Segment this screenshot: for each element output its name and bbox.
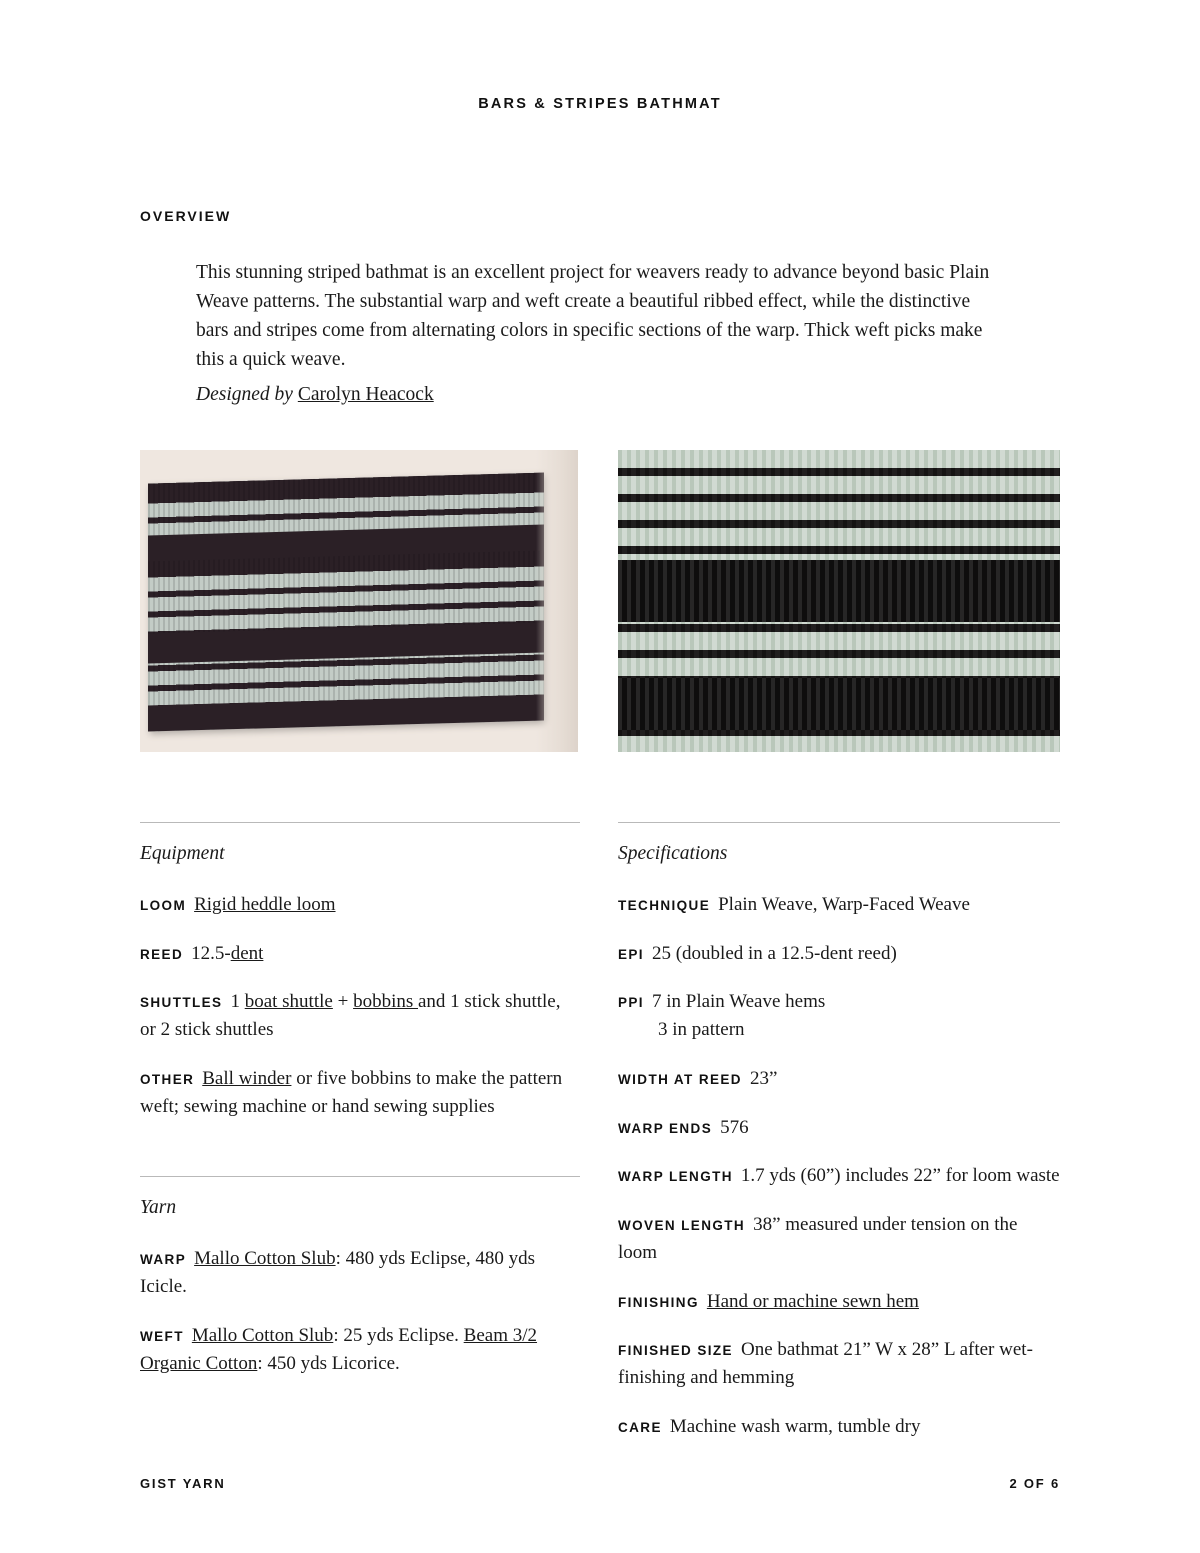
spec-key-woven-length: WOVEN LENGTH — [618, 1218, 746, 1234]
designed-by-line — [196, 384, 434, 406]
page-footer — [140, 1476, 1060, 1491]
overview-paragraph: This stunning striped bathmat is an excellent project for weavers ready to advance beyond basic Plain Weave patterns. The substantial warp and weft create a beautiful ribbed effect, while the distinctive bars and stripes come from alternating colors in specific sections of the warp. Thick weft picks make this a quick weave. — [196, 262, 990, 371]
equipment-value-other: Ball winder or five bobbins to make the pattern weft; sewing machine or hand sewing supplies — [140, 1067, 563, 1117]
equipment-key-loom: LOOM — [140, 898, 187, 913]
spec-key-ppi: PPI — [618, 995, 644, 1011]
overview-heading: OVERVIEW — [140, 208, 232, 224]
yarn-key-warp: WARP — [140, 1252, 187, 1268]
specifications-column — [618, 822, 1060, 1462]
spec-value-ppi-2: 3 in pattern — [658, 1019, 745, 1041]
yarn-key-weft: WEFT — [140, 1328, 184, 1344]
photo-edge-shadow — [536, 450, 578, 752]
spec-item-epi — [618, 940, 1060, 968]
equipment-title: Equipment — [140, 843, 225, 864]
spec-key-warp-ends: WARP ENDS — [618, 1120, 713, 1136]
spec-item-finishing — [618, 1288, 1060, 1316]
divider — [618, 822, 1060, 823]
equipment-value-loom[interactable]: Rigid heddle loom — [194, 894, 336, 915]
equipment-column — [140, 822, 580, 1398]
equipment-key-shuttles: SHUTTLES — [140, 995, 223, 1011]
weave-detail-graphic — [618, 450, 1060, 752]
spec-item-woven-length — [618, 1211, 1060, 1266]
spec-value-technique: Plain Weave, Warp-Faced Weave — [718, 894, 970, 915]
spec-value-finished-size: One bathmat 21” W x 28” L after wet-finishing and hemming — [618, 1339, 1033, 1389]
yarn-item-weft — [140, 1322, 580, 1377]
spec-key-care: CARE — [618, 1419, 662, 1435]
spec-item-warp-ends — [618, 1114, 1060, 1142]
equipment-value-reed: 12.5-dent — [191, 942, 264, 964]
spec-key-warp-length: WARP LENGTH — [618, 1169, 733, 1185]
mallo-cotton-slub-link[interactable]: Mallo Cotton Slub — [194, 1248, 336, 1270]
dark-band-detail — [618, 560, 1060, 622]
designed-by-prefix: Designed by — [196, 384, 293, 405]
spec-value-ppi: 7 in Plain Weave hems — [651, 991, 826, 1013]
footer-page-number: 2 OF 6 — [1009, 1476, 1060, 1491]
specifications-title: Specifications — [618, 843, 728, 864]
dark-band-detail — [618, 678, 1060, 730]
spec-value-width-at-reed: 23” — [749, 1067, 778, 1089]
document-title: BARS & STRIPES BATHMAT — [478, 96, 722, 112]
bathmat-photo-content — [140, 450, 578, 752]
spec-key-epi: EPI — [618, 946, 644, 962]
equipment-item-other — [140, 1065, 580, 1120]
equipment-value-shuttles: 1 boat shuttle + bobbins and 1 stick shuttle, or 2 stick shuttles — [140, 991, 561, 1041]
spec-value-warp-ends: 576 — [720, 1116, 749, 1138]
bathmat-detail-photo — [618, 450, 1060, 752]
spec-key-technique: TECHNIQUE — [618, 898, 711, 913]
spec-item-technique — [618, 891, 1060, 919]
designer-name[interactable]: Carolyn Heacock — [297, 384, 434, 405]
equipment-item-reed — [140, 940, 580, 968]
spec-key-finishing: FINISHING — [618, 1294, 699, 1310]
equipment-item-loom — [140, 891, 580, 919]
equipment-item-shuttles — [140, 988, 580, 1043]
spec-key-finished-size: FINISHED SIZE — [618, 1343, 733, 1359]
equipment-key-other: OTHER — [140, 1071, 195, 1087]
beam-organic-cotton-link[interactable]: Beam 3/2 Organic Cotton — [140, 1324, 538, 1374]
spec-value-finishing[interactable]: Hand or machine sewn hem — [706, 1290, 919, 1312]
mallo-cotton-slub-link-2[interactable]: Mallo Cotton Slub — [191, 1324, 334, 1346]
spec-value-epi: 25 (doubled in a 12.5-dent reed) — [651, 942, 897, 964]
spec-value-care: Machine wash warm, tumble dry — [669, 1415, 921, 1437]
divider — [140, 822, 580, 823]
spec-item-finished-size — [618, 1336, 1060, 1391]
spec-item-width-at-reed — [618, 1065, 1060, 1093]
reed-dent-link[interactable]: dent — [230, 942, 264, 964]
boat-shuttle-link[interactable]: boat shuttle — [244, 991, 333, 1013]
yarn-block — [140, 1176, 580, 1377]
spec-item-ppi — [618, 988, 1060, 1043]
warp-rib-texture — [148, 472, 544, 731]
spec-item-care — [618, 1413, 1060, 1441]
spec-item-warp-length — [618, 1162, 1060, 1190]
woven-mat-graphic — [148, 472, 544, 731]
yarn-title: Yarn — [140, 1197, 177, 1219]
yarn-value-weft: Mallo Cotton Slub: 25 yds Eclipse. Beam 3/2 Organic Cotton: 450 yds Licorice. — [140, 1324, 538, 1374]
equipment-key-reed: REED — [140, 946, 184, 962]
divider — [140, 1176, 580, 1177]
spec-key-width-at-reed: WIDTH AT REED — [618, 1071, 742, 1087]
bathmat-full-photo — [140, 450, 578, 752]
bobbins-link[interactable]: bobbins — [353, 991, 418, 1013]
footer-brand: GIST YARN — [140, 1476, 226, 1491]
ball-winder-link[interactable]: Ball winder — [202, 1067, 292, 1089]
yarn-item-warp — [140, 1245, 580, 1300]
spec-value-woven-length: 38” measured under tension on the loom — [618, 1214, 1018, 1263]
spec-value-warp-length: 1.7 yds (60”) includes 22” for loom waste — [740, 1165, 1060, 1187]
yarn-value-warp: Mallo Cotton Slub: 480 yds Eclipse, 480 yds Icicle. — [140, 1248, 536, 1298]
